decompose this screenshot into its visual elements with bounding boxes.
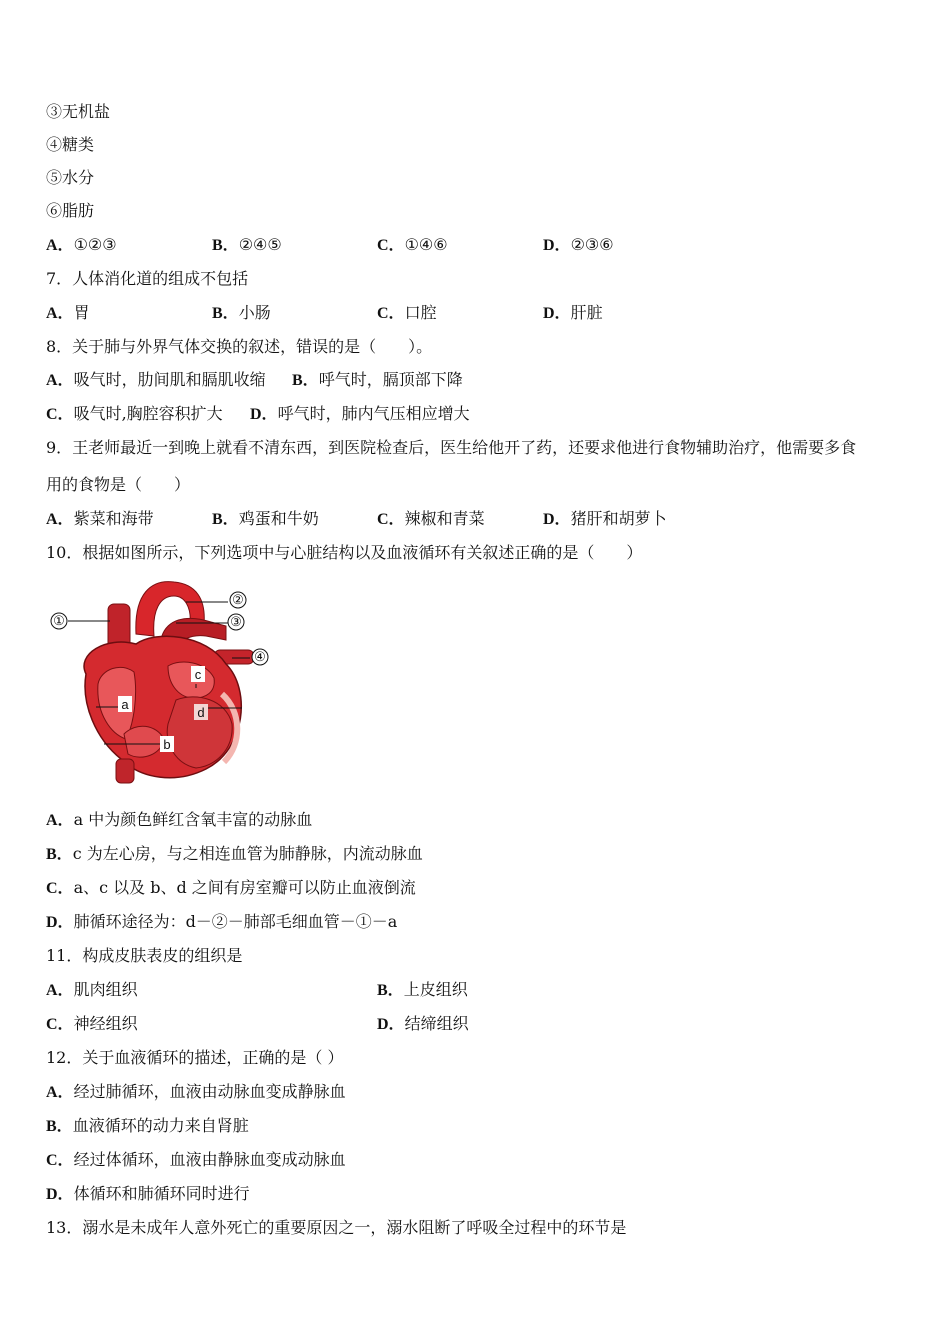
q6-option-a: A．①②③ — [46, 235, 117, 254]
q11-option-a: A．肌肉组织 — [46, 980, 138, 999]
q6-option-c: C．①④⑥ — [377, 235, 448, 254]
q11-option-c: C．神经组织 — [46, 1014, 138, 1033]
label-b: b — [163, 737, 171, 752]
q11-option-d: D．结缔组织 — [377, 1014, 469, 1033]
q6-item-3: ③无机盐 — [46, 102, 111, 121]
q7-option-c: C．口腔 — [377, 303, 437, 322]
q8-option-d: D．呼气时，肺内气压相应增大 — [250, 404, 470, 423]
q12-stem: 12．关于血液循环的描述，正确的是（ ） — [46, 1048, 344, 1067]
q11-option-b: B．上皮组织 — [377, 980, 468, 999]
label-1: ① — [53, 613, 65, 628]
q12-option-d: D．体循环和肺循环同时进行 — [46, 1184, 250, 1203]
q6-item-6: ⑥脂肪 — [46, 201, 95, 220]
q10-option-c: C．a、c 以及 b、d 之间有房室瓣可以防止血液倒流 — [46, 878, 416, 897]
q8-option-c: C．吸气时,胸腔容积扩大 — [46, 404, 223, 423]
q7-option-a: A．胃 — [46, 303, 90, 322]
q12-option-a: A．经过肺循环，血液由动脉血变成静脉血 — [46, 1082, 346, 1101]
q7-option-d: D．肝脏 — [543, 303, 603, 322]
label-c: c — [194, 667, 202, 682]
q9-option-d: D．猪肝和胡萝卜 — [543, 509, 667, 528]
q10-stem: 10．根据如图所示，下列选项中与心脏结构以及血液循环有关叙述正确的是（ ） — [46, 543, 643, 562]
q6-option-d: D．②③⑥ — [543, 235, 614, 254]
q9-stem-line1: 9．王老师最近一到晚上就看不清东西，到医院检查后，医生给他开了药，还要求他进行食物辅助治疗，他需要多食 — [46, 438, 857, 457]
q9-stem-line2: 用的食物是（ ） — [46, 475, 191, 494]
q10-option-b: B．c 为左心房，与之相连血管为肺静脉，内流动脉血 — [46, 844, 423, 863]
label-3: ③ — [230, 614, 242, 629]
q12-option-c: C．经过体循环，血液由静脉血变成动脉血 — [46, 1150, 346, 1169]
q9-option-a: A．紫菜和海带 — [46, 509, 154, 528]
q8-option-a: A．吸气时，肋间肌和膈肌收缩 — [46, 370, 266, 389]
label-2: ② — [232, 592, 244, 607]
q9-option-c: C．辣椒和青菜 — [377, 509, 485, 528]
q10-option-a: A．a 中为颜色鲜红含氧丰富的动脉血 — [46, 810, 313, 829]
q11-stem: 11．构成皮肤表皮的组织是 — [46, 946, 243, 965]
q7-stem: 7．人体消化道的组成不包括 — [46, 269, 249, 288]
label-d: d — [197, 705, 205, 720]
q9-option-b: B．鸡蛋和牛奶 — [212, 509, 319, 528]
q6-item-5: ⑤水分 — [46, 168, 95, 187]
heart-diagram — [46, 574, 286, 790]
q6-item-4: ④糖类 — [46, 135, 95, 154]
q13-stem: 13．溺水是未成年人意外死亡的重要原因之一，溺水阻断了呼吸全过程中的环节是 — [46, 1218, 627, 1237]
q8-option-b: B．呼气时，膈顶部下降 — [292, 370, 463, 389]
q7-option-b: B．小肠 — [212, 303, 271, 322]
label-4: ④ — [254, 649, 266, 664]
q12-option-b: B．血液循环的动力来自肾脏 — [46, 1116, 249, 1135]
label-a: a — [121, 697, 129, 712]
q6-option-b: B．②④⑤ — [212, 235, 282, 254]
q8-stem: 8．关于肺与外界气体交换的叙述，错误的是（ ）。 — [46, 337, 433, 356]
q10-option-d: D．肺循环途径为：d－②－肺部毛细血管－①－a — [46, 912, 398, 931]
